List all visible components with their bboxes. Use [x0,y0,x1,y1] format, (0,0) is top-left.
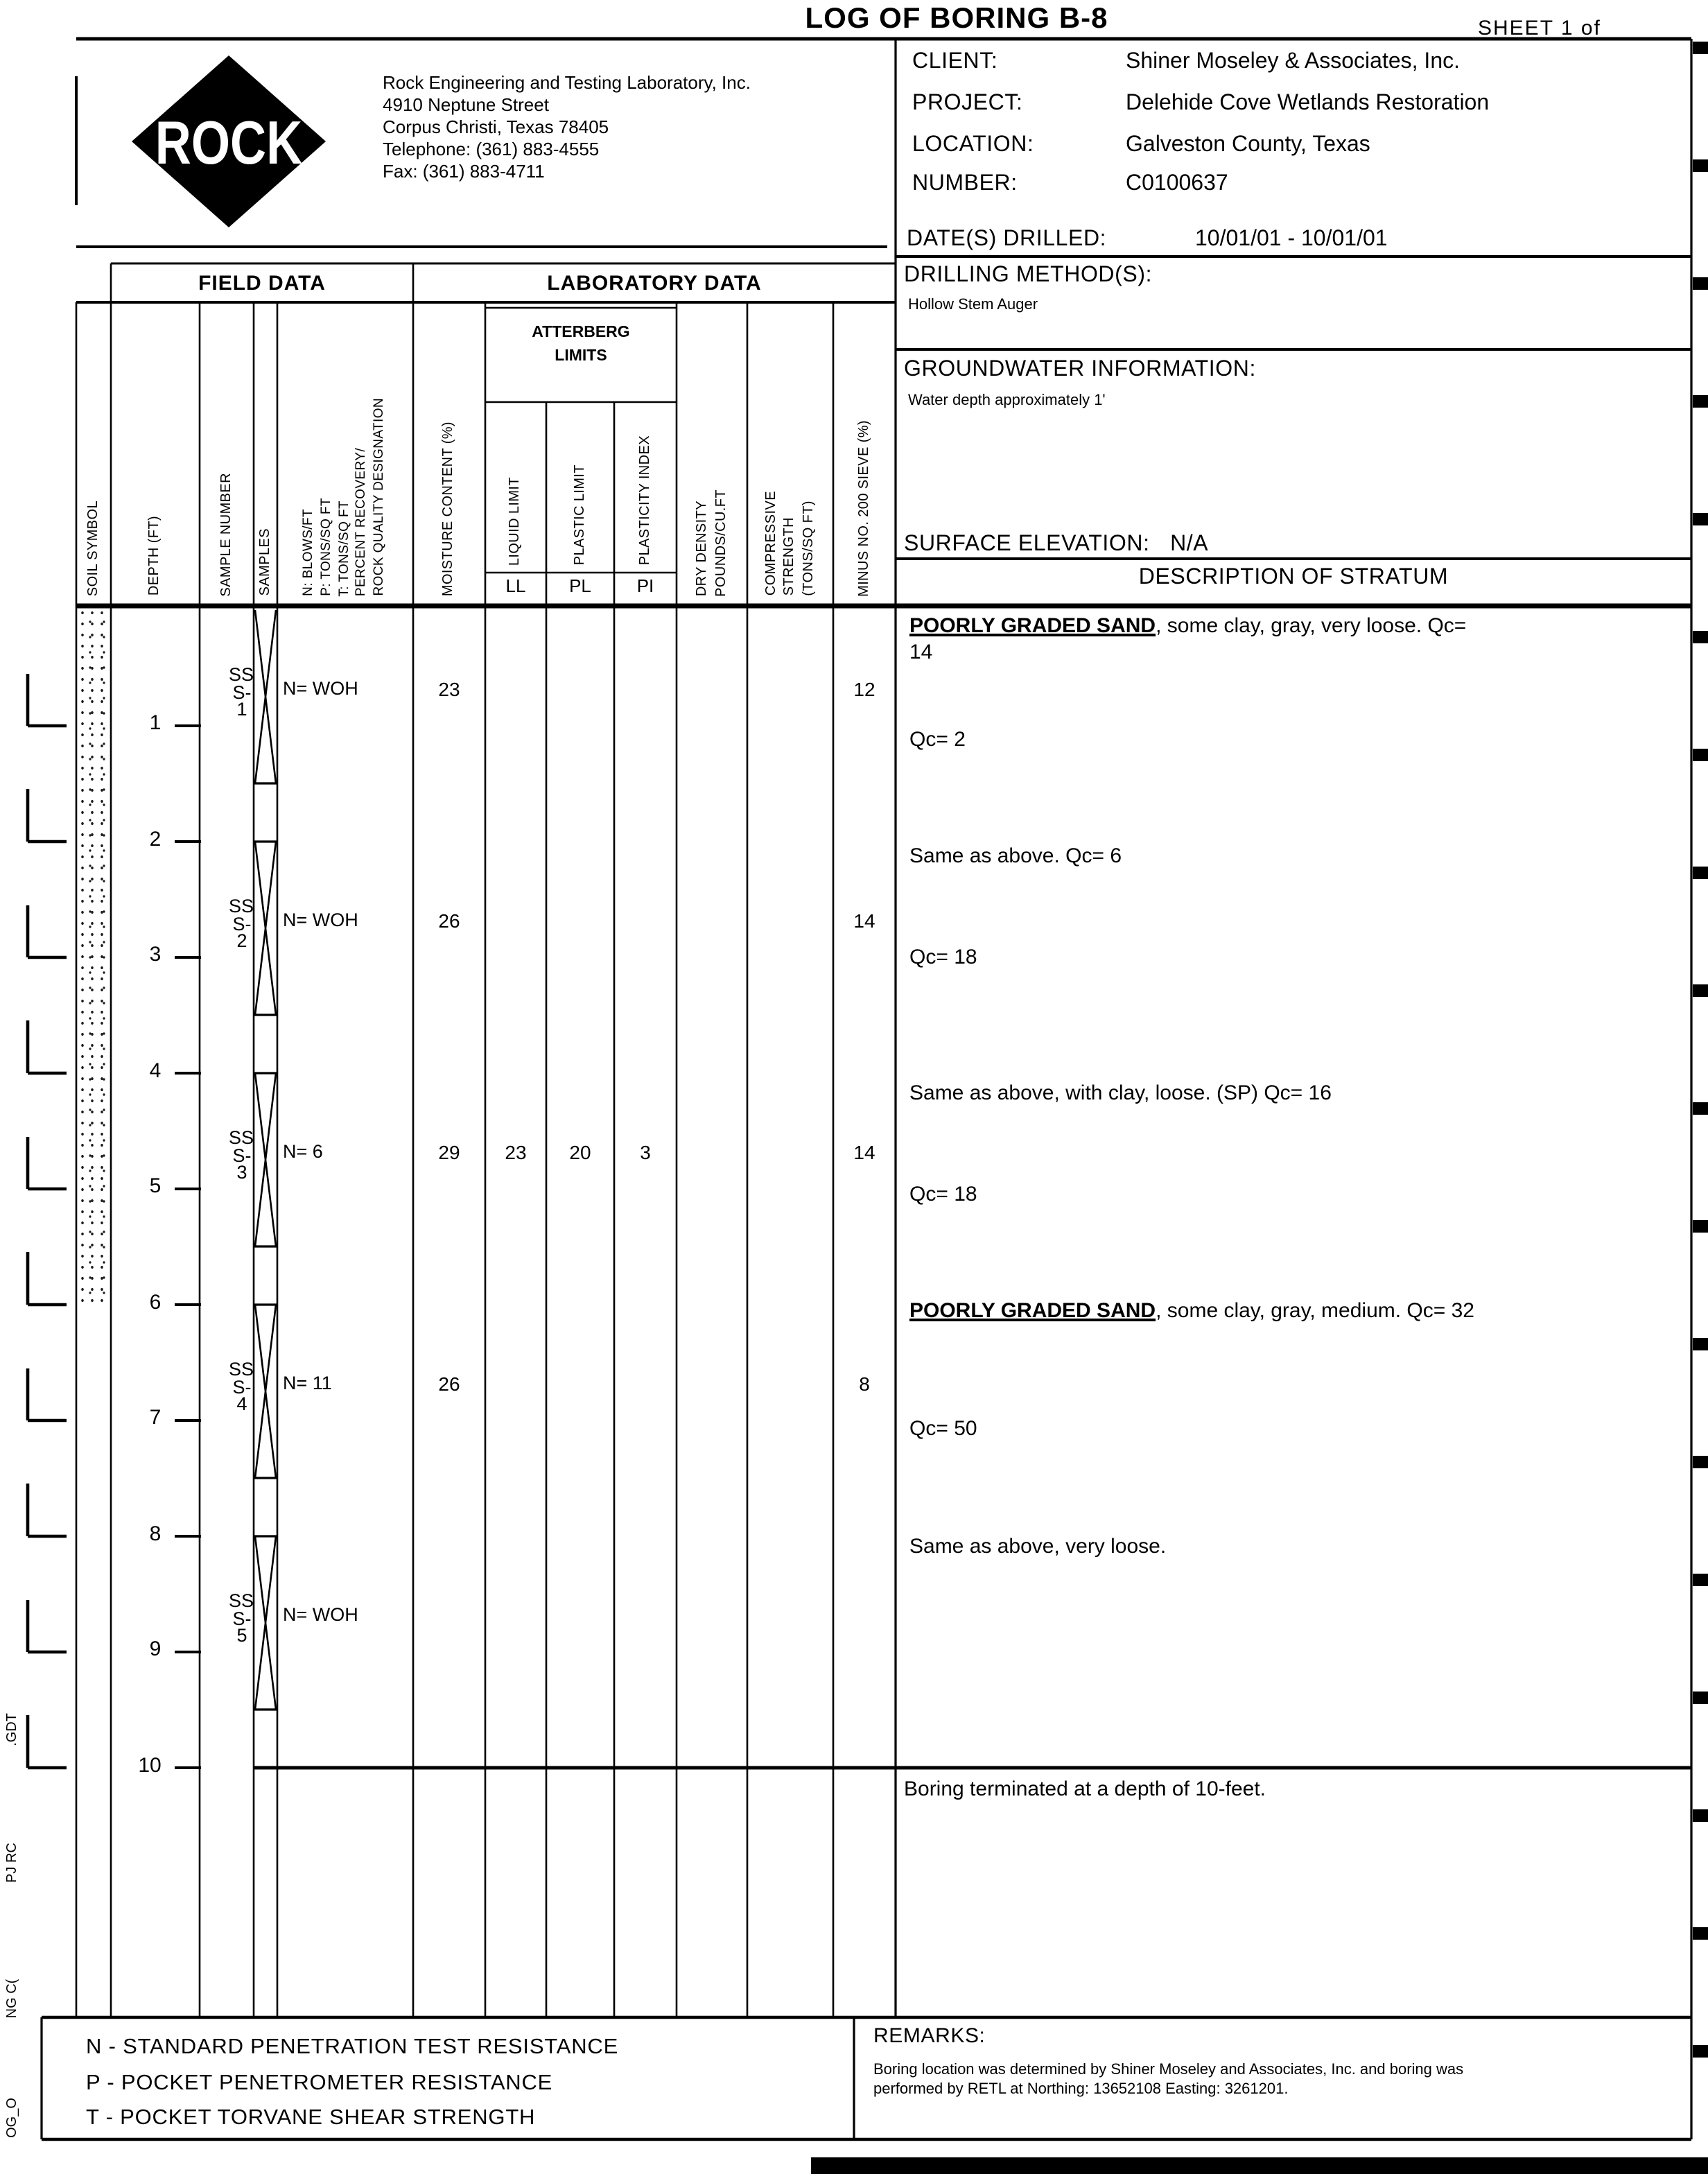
legend-p: P - POCKET PENETROMETER RESISTANCE [86,2071,553,2095]
col-header-blows: N: BLOWS/FT P: TONS/SQ FT T: TONS/SQ FT PERCENT RECOVERY/ ROCK QUALITY DESIGNATION [301,398,387,596]
atterberg-line2: LIMITS [555,348,607,365]
n-value: N= WOH [283,910,358,930]
stratum-description: Qc= 2 [909,728,966,751]
col-header-minus-200-sieve: MINUS NO. 200 SIEVE (%) [856,419,872,596]
col-header-plasticity-index: PLASTICITY INDEX [637,435,653,566]
company-address-2: Corpus Christi, Texas 78405 [383,116,609,137]
sample-id: SS S-3 [229,1127,254,1183]
page-title: LOG OF BORING B-8 [805,3,1108,35]
depth-mark: 7 [149,1406,162,1429]
margin-artifact: .GDT [5,1713,20,1746]
dates-drilled-label: DATE(S) DRILLED: [907,227,1107,251]
depth-mark: 2 [149,828,162,851]
margin-artifact: NG C( [5,1979,20,2019]
client-label: CLIENT: [912,50,998,73]
groundwater-value: Water depth approximately 1' [908,392,1106,409]
plastic-limit-value: 20 [569,1141,591,1163]
col-header-compressive-strength: COMPRESSIVE STRENGTH (TONS/SQ FT) [764,491,817,596]
n-value: N= WOH [283,1604,358,1625]
atterberg-limits-header [485,322,677,369]
sample-id: SS S-5 [229,1590,254,1646]
col-header-moisture: MOISTURE CONTENT (%) [441,421,457,596]
depth-mark: 1 [149,711,162,735]
moisture-value: 23 [438,678,460,700]
logo-text: ROCK [155,109,303,177]
liquid-limit-value: 23 [505,1141,527,1163]
stratum-description: POORLY GRADED SAND, some clay, gray, very loose. Qc= 14 [909,614,1467,664]
stratum-description: POORLY GRADED SAND, some clay, gray, medium. Qc= 32 [909,1299,1474,1323]
depth-mark: 10 [138,1754,162,1777]
remarks-heading: REMARKS: [873,2024,986,2048]
sample-row [0,1359,896,1414]
client-value: Shiner Moseley & Associates, Inc. [1126,50,1460,73]
boring-termination-note: Boring terminated at a depth of 10-feet. [904,1777,1266,1801]
sample-id: SS S-4 [229,1359,254,1414]
company-name: Rock Engineering and Testing Laboratory, Inc. [383,72,751,93]
rock-logo [97,53,360,233]
company-fax: Fax: (361) 883-4711 [383,161,545,182]
col-header-plastic-limit: PLASTIC LIMIT [572,464,588,566]
dates-drilled-value: 10/01/01 - 10/01/01 [1195,227,1388,251]
project-value: Delehide Cove Wetlands Restoration [1126,92,1490,115]
sample-row [0,1127,896,1183]
company-phone: Telephone: (361) 883-4555 [383,139,600,159]
project-label: PROJECT: [912,92,1023,115]
drilling-method-heading: DRILLING METHOD(S): [904,263,1153,287]
margin-artifact: OG_O [5,2098,20,2138]
sieve-value: 12 [853,678,875,700]
depth-mark: 5 [149,1174,162,1198]
surface-elevation-row [904,532,1208,557]
n-value: N= 6 [283,1141,323,1162]
sample-row [0,896,896,951]
sieve-value: 8 [859,1373,870,1395]
depth-mark: 8 [149,1522,162,1546]
stratum-description: Qc= 18 [909,1183,977,1206]
moisture-value: 29 [438,1141,460,1163]
atterberg-line1: ATTERBERG [532,324,630,341]
number-value: C0100637 [1126,172,1228,195]
company-address-1: 4910 Neptune Street [383,94,549,115]
location-value: Galveston County, Texas [1126,133,1370,157]
stratum-description: Same as above, very loose. [909,1535,1167,1558]
legend-n: N - STANDARD PENETRATION TEST RESISTANCE [86,2035,619,2059]
scan-bottom-edge [811,2157,1708,2174]
sieve-value: 14 [853,1141,875,1163]
laboratory-data-header: LABORATORY DATA [547,272,762,295]
groundwater-heading: GROUNDWATER INFORMATION: [904,358,1256,381]
surface-elevation-value: N/A [1170,532,1209,556]
stratum-description: Qc= 18 [909,946,977,969]
location-label: LOCATION: [912,133,1034,157]
number-label: NUMBER: [912,172,1018,195]
col-header-dry-density: DRY DENSITY POUNDS/CU.FT [695,489,729,596]
sample-id: SS S-2 [229,896,254,951]
sample-id: SS S-1 [229,664,254,720]
description-of-stratum-heading: DESCRIPTION OF STRATUM [1138,566,1449,589]
moisture-value: 26 [438,910,460,932]
remarks-line-1: Boring location was determined by Shiner Moseley and Associates, Inc. and boring was [873,2062,1464,2078]
legend-t: T - POCKET TORVANE SHEAR STRENGTH [86,2106,536,2130]
plasticity-index-value: 3 [640,1141,651,1163]
col-header-liquid-limit: LIQUID LIMIT [507,476,523,566]
col-header-soil-symbol: SOIL SYMBOL [85,500,101,596]
depth-mark: 3 [149,943,162,966]
ll-abbrev: LL [505,575,526,596]
depth-mark: 9 [149,1637,162,1661]
n-value: N= 11 [283,1373,332,1393]
sheet-number: SHEET 1 of [1478,17,1601,40]
scan-edge-marks [1693,42,1708,2152]
surface-elevation-label: SURFACE ELEVATION: [904,532,1150,556]
remarks-line-2: performed by RETL at Northing: 13652108 Easting: 3261201. [873,2081,1289,2098]
drilling-method-value: Hollow Stem Auger [908,297,1038,313]
n-value: N= WOH [283,678,358,699]
sieve-value: 14 [853,910,875,932]
pi-abbrev: PI [636,575,654,596]
col-header-samples: SAMPLES [257,528,273,596]
margin-artifact: PJ RC [5,1843,20,1883]
depth-mark: 6 [149,1291,162,1314]
stratum-description: Same as above, with clay, loose. (SP) Qc= 16 [909,1081,1332,1105]
depth-mark: 4 [149,1059,162,1083]
pl-abbrev: PL [569,575,591,596]
field-data-header: FIELD DATA [198,272,326,295]
col-header-sample-number: SAMPLE NUMBER [218,472,234,596]
sample-row [0,664,896,720]
moisture-value: 26 [438,1373,460,1395]
stratum-description: Same as above. Qc= 6 [909,844,1122,868]
sample-row [0,1590,896,1646]
col-header-depth: DEPTH (FT) [147,516,163,596]
stratum-description: Qc= 50 [909,1417,977,1441]
